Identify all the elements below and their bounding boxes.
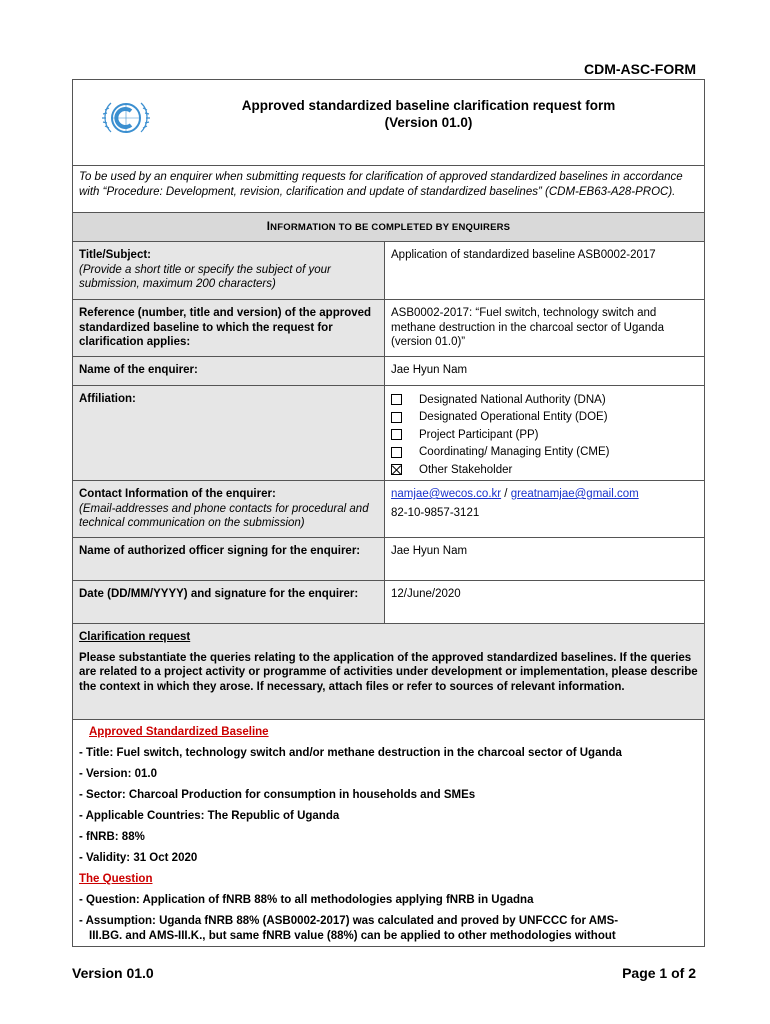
assumption-line-2: III.BG. and AMS-III.K., but same fNRB value (88%) can be applied to other methodologies without (89, 929, 616, 942)
section-band (73, 212, 704, 241)
affiliation-option-label: Designated Operational Entity (DOE) (419, 411, 608, 423)
title-row (73, 241, 704, 299)
officer-row (73, 537, 704, 580)
request-form (72, 79, 705, 947)
affiliation-option-label: Project Participant (PP) (419, 428, 539, 441)
section-band-text: NFORMATION TO BE COMPLETED BY ENQUIRERS (270, 222, 511, 233)
affiliation-option-label: Other Stakeholder (419, 463, 513, 476)
asb-heading: Approved Standardized Baseline (89, 726, 269, 738)
officer-value[interactable]: Jae Hyun Nam (391, 545, 468, 557)
email-separator: / (501, 488, 511, 500)
contact-label-cell (73, 481, 385, 537)
affiliation-option-cme[interactable] (391, 444, 698, 462)
contact-emails (391, 487, 698, 502)
asb-line: - fNRB: 88% (79, 831, 145, 843)
footer-version: Version 01.0 (72, 965, 154, 981)
contact-row (73, 480, 704, 537)
question-line: - Question: Application of fNRB 88% to all methodologies applying fNRB in Ugadna (79, 894, 534, 906)
unfccc-logo-icon (101, 94, 151, 144)
affiliation-option-dna[interactable] (391, 391, 698, 409)
question-heading: The Question (79, 873, 153, 885)
affiliation-option-pp[interactable] (391, 426, 698, 444)
date-row (73, 580, 704, 623)
footer-page-number: Page 1 of 2 (622, 965, 696, 981)
enquirer-value[interactable]: Jae Hyun Nam (391, 364, 468, 376)
title-hint: (Provide a short title or specify the subject of your submission, maximum 200 characters) (79, 263, 331, 290)
form-code: CDM-ASC-FORM (584, 61, 696, 77)
officer-label: Name of authorized officer signing for the enquirer: (73, 538, 385, 580)
affiliation-option-other[interactable] (391, 461, 698, 479)
affiliation-row (73, 385, 704, 480)
contact-phone[interactable]: 82-10-9857-3121 (391, 506, 480, 519)
title-value[interactable]: Application of standardized baseline ASB0002-2017 (391, 249, 656, 261)
asb-line: - Version: 01.0 (79, 768, 157, 780)
asb-line: - Title: Fuel switch, technology switch and/or methane destruction in the charcoal sector of Uganda (79, 747, 622, 759)
checkbox-icon[interactable] (391, 412, 402, 423)
asb-line: - Applicable Countries: The Republic of Uganda (79, 810, 340, 822)
date-value[interactable]: 12/June/2020 (391, 588, 461, 600)
assumption-line-1: - Assumption: Uganda fNRB 88% (ASB0002-2017) was calculated and proved by UNFCCC for AMS- (79, 915, 619, 927)
form-title (173, 97, 684, 131)
form-header (73, 80, 704, 165)
title-label: Title/Subject: (79, 249, 151, 261)
request-body[interactable] (73, 719, 704, 946)
reference-value[interactable]: ASB0002-2017: “Fuel switch, technology switch and methane destruction in the charcoal sector of Uganda (version 01.0)” (391, 307, 664, 348)
intro-text: To be used by an enquirer when submitting requests for clarification of approved standardized baselines in accordance with “Procedure: Development, revision, clarification and update of standardized baselines” (CDM-EB63-A28-PROC). (73, 165, 704, 212)
affiliation-option-label: Coordinating/ Managing Entity (CME) (419, 446, 610, 458)
checkbox-icon[interactable] (391, 394, 402, 405)
affiliation-list (391, 391, 698, 479)
affiliation-options (385, 386, 704, 480)
email-link-1[interactable]: namjae@wecos.co.kr (391, 488, 502, 500)
contact-value-cell (385, 481, 704, 537)
asb-line: - Sector: Charcoal Production for consumption in households and SMEs (79, 789, 476, 801)
asb-line: - Validity: 31 Oct 2020 (79, 852, 198, 864)
contact-hint: (Email-addresses and phone contacts for procedural and technical communication on the submission) (79, 502, 369, 529)
date-label: Date (DD/MM/YYYY) and signature for the enquirer: (73, 581, 385, 623)
checkbox-icon[interactable] (391, 429, 402, 440)
clarification-instructions: Please substantiate the queries relating to the application of the approved standardized baselines. If the queries are related to a project activity or programme of activities under development or implementation, please describe the context in which they arose. If necessary, attach files or refer to sources of relevant information. (79, 651, 698, 693)
checkbox-icon[interactable] (391, 447, 402, 458)
form-title-line2: (Version 01.0) (384, 115, 473, 130)
affiliation-option-label: Designated National Authority (DNA) (419, 393, 606, 406)
title-label-cell (73, 242, 385, 299)
contact-label: Contact Information of the enquirer: (79, 488, 276, 500)
clarification-section (73, 623, 704, 719)
affiliation-option-doe[interactable] (391, 409, 698, 427)
clarification-heading: Clarification request (79, 631, 191, 643)
checkbox-checked-icon[interactable] (391, 464, 402, 475)
form-title-line1: Approved standardized baseline clarification request form (241, 98, 616, 113)
affiliation-label: Affiliation: (73, 386, 385, 480)
enquirer-row (73, 356, 704, 385)
enquirer-label: Name of the enquirer: (73, 357, 385, 385)
section-band-cap: I (266, 221, 271, 233)
reference-label: Reference (number, title and version) of the approved standardized baseline to which the request for clarification applies: (73, 300, 385, 356)
email-link-2[interactable]: greatnamjae@gmail.com (510, 488, 639, 500)
reference-row (73, 299, 704, 356)
